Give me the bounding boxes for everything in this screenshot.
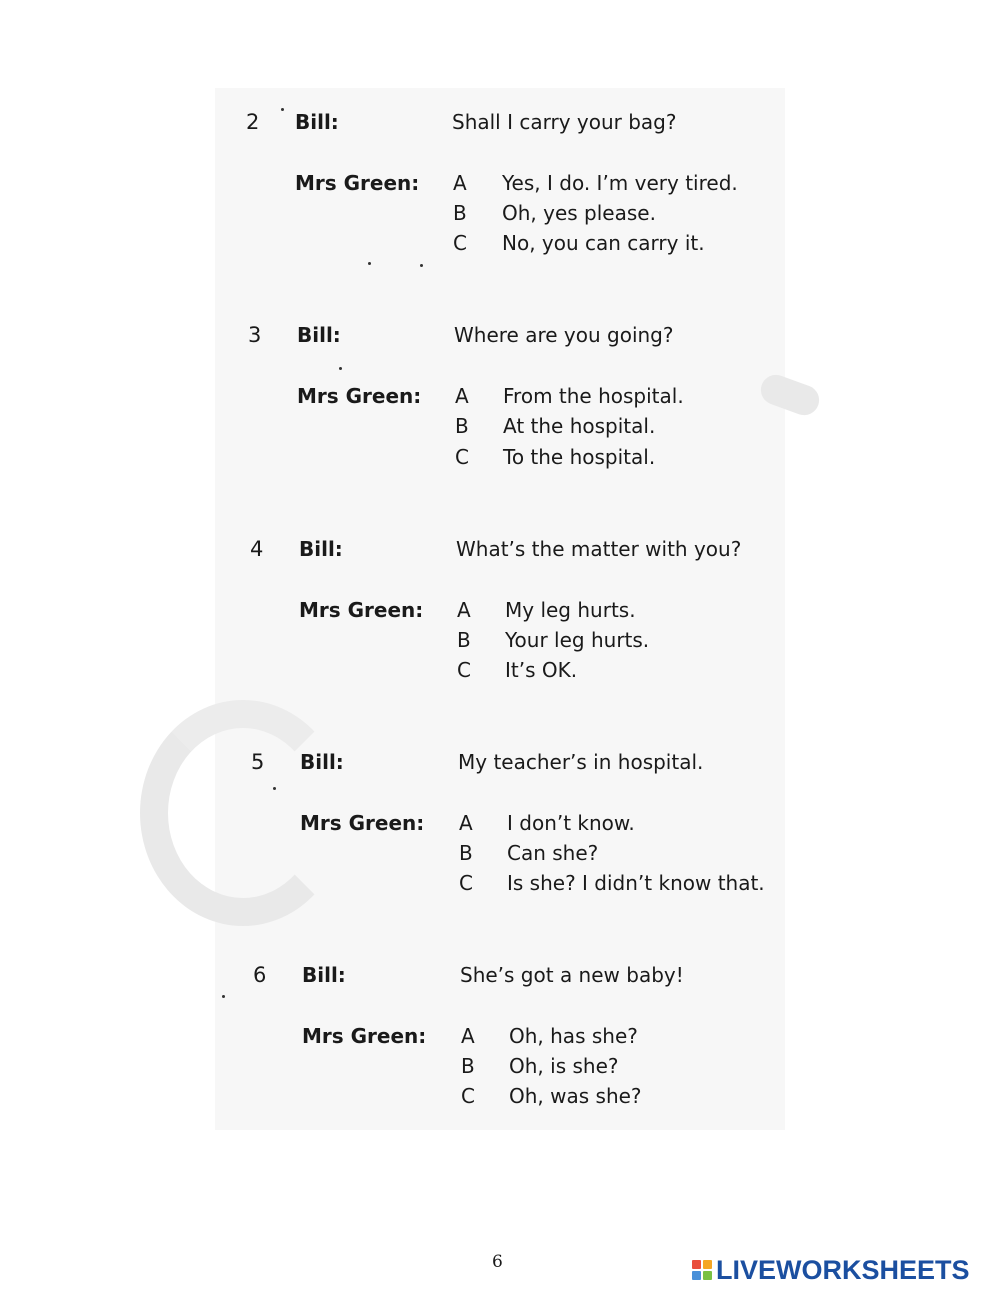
speaker-mrs-green: Mrs Green: [295, 171, 420, 195]
scan-speck [281, 108, 284, 111]
option-text: To the hospital. [503, 445, 656, 469]
option-letter: A [457, 598, 471, 622]
option-text: Oh, has she? [509, 1024, 638, 1048]
option-text: Is she? I didn’t know that. [507, 871, 765, 895]
question-prompt: My teacher’s in hospital. [458, 750, 704, 774]
question-prompt: She’s got a new baby! [460, 963, 684, 987]
speaker-bill: Bill: [295, 110, 339, 134]
scan-speck [222, 995, 225, 998]
option-letter: B [453, 201, 467, 225]
question-number: 3 [248, 323, 262, 347]
speaker-bill: Bill: [302, 963, 346, 987]
option-text: At the hospital. [503, 414, 656, 438]
question-number: 4 [250, 537, 264, 561]
option-letter: A [459, 811, 473, 835]
liveworksheets-logo-icon [692, 1260, 712, 1280]
speaker-mrs-green: Mrs Green: [299, 598, 424, 622]
option-letter: B [455, 414, 469, 438]
scan-speck [273, 787, 276, 790]
option-text: I don’t know. [507, 811, 635, 835]
option-letter: C [461, 1084, 475, 1108]
option-letter: B [461, 1054, 475, 1078]
question-prompt: Shall I carry your bag? [452, 110, 677, 134]
option-text: From the hospital. [503, 384, 684, 408]
option-letter: A [453, 171, 467, 195]
option-letter: C [453, 231, 467, 255]
option-letter: B [457, 628, 471, 652]
liveworksheets-brand[interactable] [692, 1254, 970, 1286]
speaker-bill: Bill: [300, 750, 344, 774]
option-letter: A [455, 384, 469, 408]
option-text: Your leg hurts. [505, 628, 650, 652]
speaker-mrs-green: Mrs Green: [302, 1024, 427, 1048]
option-text: It’s OK. [505, 658, 578, 682]
question-prompt: What’s the matter with you? [456, 537, 742, 561]
scan-speck [368, 262, 371, 265]
option-text: Oh, yes please. [502, 201, 656, 225]
question-number: 5 [251, 750, 265, 774]
speaker-bill: Bill: [297, 323, 341, 347]
question-prompt: Where are you going? [454, 323, 674, 347]
option-letter: C [455, 445, 469, 469]
option-text: Oh, was she? [509, 1084, 642, 1108]
option-text: Oh, is she? [509, 1054, 619, 1078]
speaker-bill: Bill: [299, 537, 343, 561]
question-number: 2 [246, 110, 260, 134]
option-letter: C [457, 658, 471, 682]
option-text: No, you can carry it. [502, 231, 705, 255]
brand-name: LIVEWORKSHEETS [716, 1254, 970, 1285]
option-letter: C [459, 871, 473, 895]
page-number: 6 [492, 1252, 503, 1272]
speaker-mrs-green: Mrs Green: [300, 811, 425, 835]
option-text: Yes, I do. I’m very tired. [502, 171, 738, 195]
option-text: My leg hurts. [505, 598, 636, 622]
scan-speck [420, 264, 423, 267]
speaker-mrs-green: Mrs Green: [297, 384, 422, 408]
option-text: Can she? [507, 841, 599, 865]
option-letter: B [459, 841, 473, 865]
question-number: 6 [253, 963, 267, 987]
option-letter: A [461, 1024, 475, 1048]
scan-speck [339, 367, 342, 370]
